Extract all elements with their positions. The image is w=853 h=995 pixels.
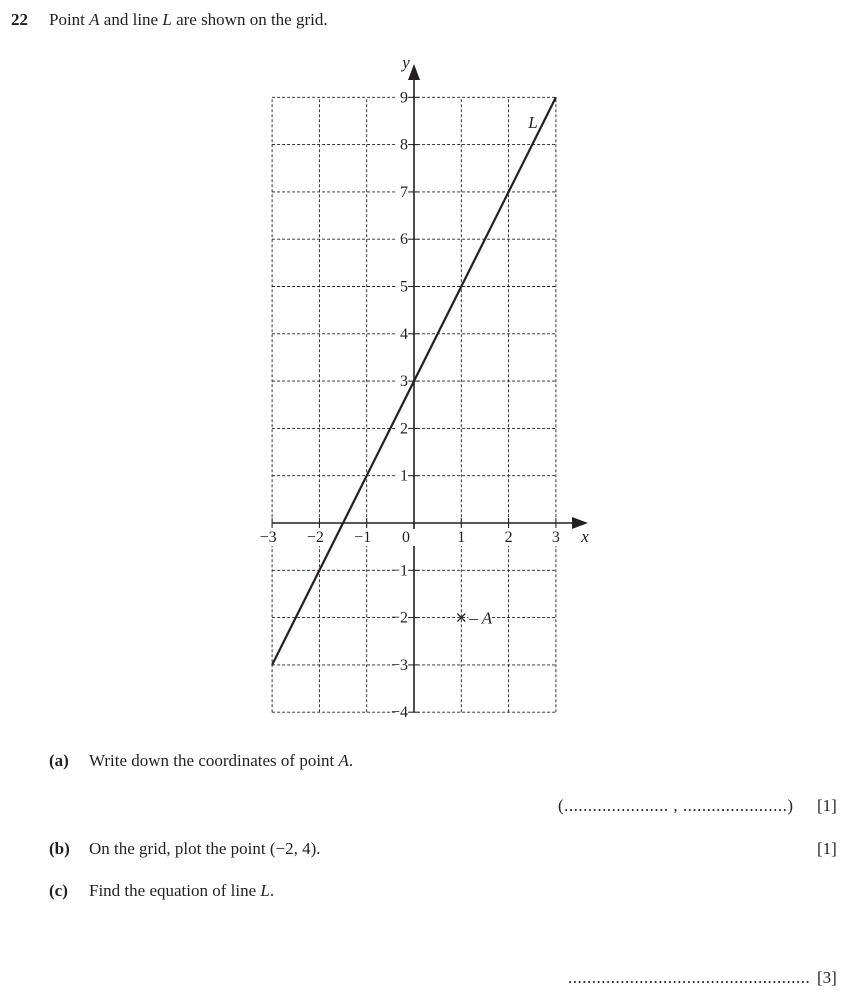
y-tick-label: −3	[390, 656, 408, 674]
y-axis-label: y	[402, 53, 410, 72]
part-c-label: (c)	[49, 881, 68, 900]
y-tick-label: −4	[390, 704, 408, 722]
question-text-part: are shown on the grid.	[171, 10, 328, 29]
x-tick-label: 1	[457, 529, 466, 546]
y-tick-label: 7	[400, 183, 408, 201]
x-tick-label: −1	[354, 529, 372, 546]
point-name: A	[89, 10, 100, 29]
marks-c: [3]	[817, 968, 837, 987]
part-c-line-name: L	[260, 881, 270, 900]
x-tick-label: 0	[402, 529, 410, 546]
question-number: 22	[11, 10, 28, 29]
point-a-label: – A	[469, 608, 493, 628]
marks-a: [1]	[817, 796, 837, 815]
part-a-point-name: A	[338, 751, 349, 770]
y-tick-label: 2	[400, 420, 408, 438]
y-tick-label: 6	[400, 231, 408, 249]
y-tick-label: −2	[390, 609, 408, 627]
y-axis-arrow-icon	[408, 64, 420, 80]
y-tick-label: 1	[400, 467, 408, 485]
y-tick-label: 3	[400, 373, 408, 391]
part-c-text-start: Find the equation of line	[89, 881, 261, 900]
line-l-label: L	[528, 113, 538, 132]
part-b-label: (b)	[49, 839, 70, 858]
question-text-part: Point	[49, 10, 90, 29]
marks-b: [1]	[817, 839, 837, 858]
part-c-text-end: .	[269, 881, 275, 900]
x-tick-label: 2	[504, 529, 513, 546]
part-a-text-start: Write down the coordinates of point	[89, 751, 339, 770]
answer-line-a[interactable]: (...................... , ......................)	[558, 796, 794, 815]
y-tick-label: 9	[400, 89, 408, 107]
part-a-label: (a)	[49, 751, 69, 770]
x-tick-label: 3	[551, 529, 560, 546]
y-tick-label: 4	[400, 325, 408, 343]
line-name: L	[162, 10, 172, 29]
answer-line-c[interactable]: ...................................................	[568, 968, 811, 987]
y-tick-label: −1	[390, 562, 408, 580]
question-text-part: and line	[99, 10, 163, 29]
part-b-text: On the grid, plot the point (−2, 4).	[89, 839, 321, 858]
y-tick-label: 8	[400, 136, 408, 154]
y-tick-label: 5	[400, 278, 408, 296]
part-c-text	[89, 881, 274, 901]
part-a-text-end: .	[348, 751, 354, 770]
x-tick-label: −2	[306, 529, 324, 546]
part-a-text	[89, 751, 353, 771]
x-axis-label: x	[581, 527, 589, 546]
x-tick-label: −3	[259, 529, 277, 546]
